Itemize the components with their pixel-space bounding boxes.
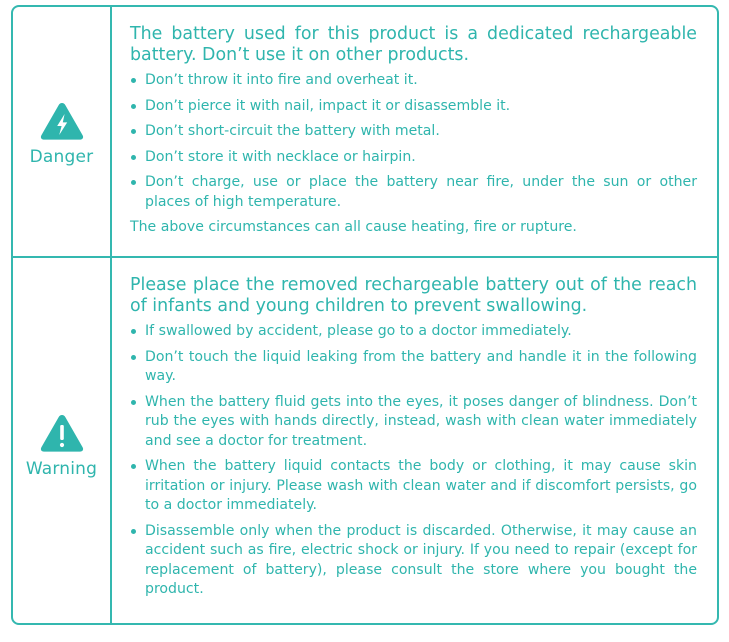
warning-label-cell — [13, 258, 110, 623]
list-item: Don’t throw it into fire and overheat it. — [130, 71, 697, 91]
danger-label: Danger — [29, 147, 94, 167]
danger-list — [130, 71, 697, 212]
bullet-dot — [131, 104, 136, 109]
warning-label: Warning — [25, 459, 98, 479]
warning-content — [130, 275, 697, 606]
bullet-dot — [131, 78, 136, 83]
bullet-dot — [131, 329, 136, 334]
safety-notice-table — [11, 5, 719, 625]
exclamation-warning-icon — [39, 413, 85, 453]
bullet-dot — [131, 155, 136, 160]
warning-lead-text: Please place the removed rechargeable battery out of the reach of infants and young children to prevent swallowing. — [130, 275, 697, 316]
danger-content — [130, 24, 697, 237]
list-item: Don’t store it with necklace or hairpin. — [130, 148, 697, 168]
bullet-dot — [131, 355, 136, 360]
warning-row — [13, 258, 717, 623]
bullet-dot — [131, 129, 136, 134]
danger-trailer-text: The above circumstances can all cause heating, fire or rupture. — [130, 219, 577, 235]
list-item: When the battery liquid contacts the body or clothing, it may cause skin irritation or injury. Please wash with clean water and if discomfort persists, go to a doctor immediately. — [130, 457, 697, 516]
danger-row — [13, 7, 717, 256]
danger-lead-text: The battery used for this product is a dedicated rechargeable battery. Don’t use it on other products. — [130, 24, 697, 65]
lightning-bolt-warning-icon — [39, 101, 85, 141]
list-item: Disassemble only when the product is discarded. Otherwise, it may cause an accident such as fire, electric shock or injury. If you need to repair (except for replacement of battery), please consult the store where you bought the product. — [130, 522, 697, 600]
list-item: Don’t short-circuit the battery with metal. — [130, 122, 697, 142]
warning-list — [130, 322, 697, 600]
bullet-dot — [131, 529, 136, 534]
bullet-dot — [131, 400, 136, 405]
list-item: If swallowed by accident, please go to a doctor immediately. — [130, 322, 697, 342]
list-item: Don’t pierce it with nail, impact it or disassemble it. — [130, 97, 697, 117]
danger-label-block — [13, 101, 110, 167]
list-item: Don’t touch the liquid leaking from the battery and handle it in the following way. — [130, 348, 697, 387]
list-item: When the battery fluid gets into the eyes, it poses danger of blindness. Don’t rub the eyes with hands directly, instead, wash with clean water immediately and see a doctor for treatment. — [130, 393, 697, 452]
bullet-dot — [131, 180, 136, 185]
list-item: Don’t charge, use or place the battery near fire, under the sun or other places of high temperature. — [130, 173, 697, 212]
danger-label-cell — [13, 7, 110, 256]
bullet-dot — [131, 464, 136, 469]
warning-label-block — [13, 413, 110, 479]
